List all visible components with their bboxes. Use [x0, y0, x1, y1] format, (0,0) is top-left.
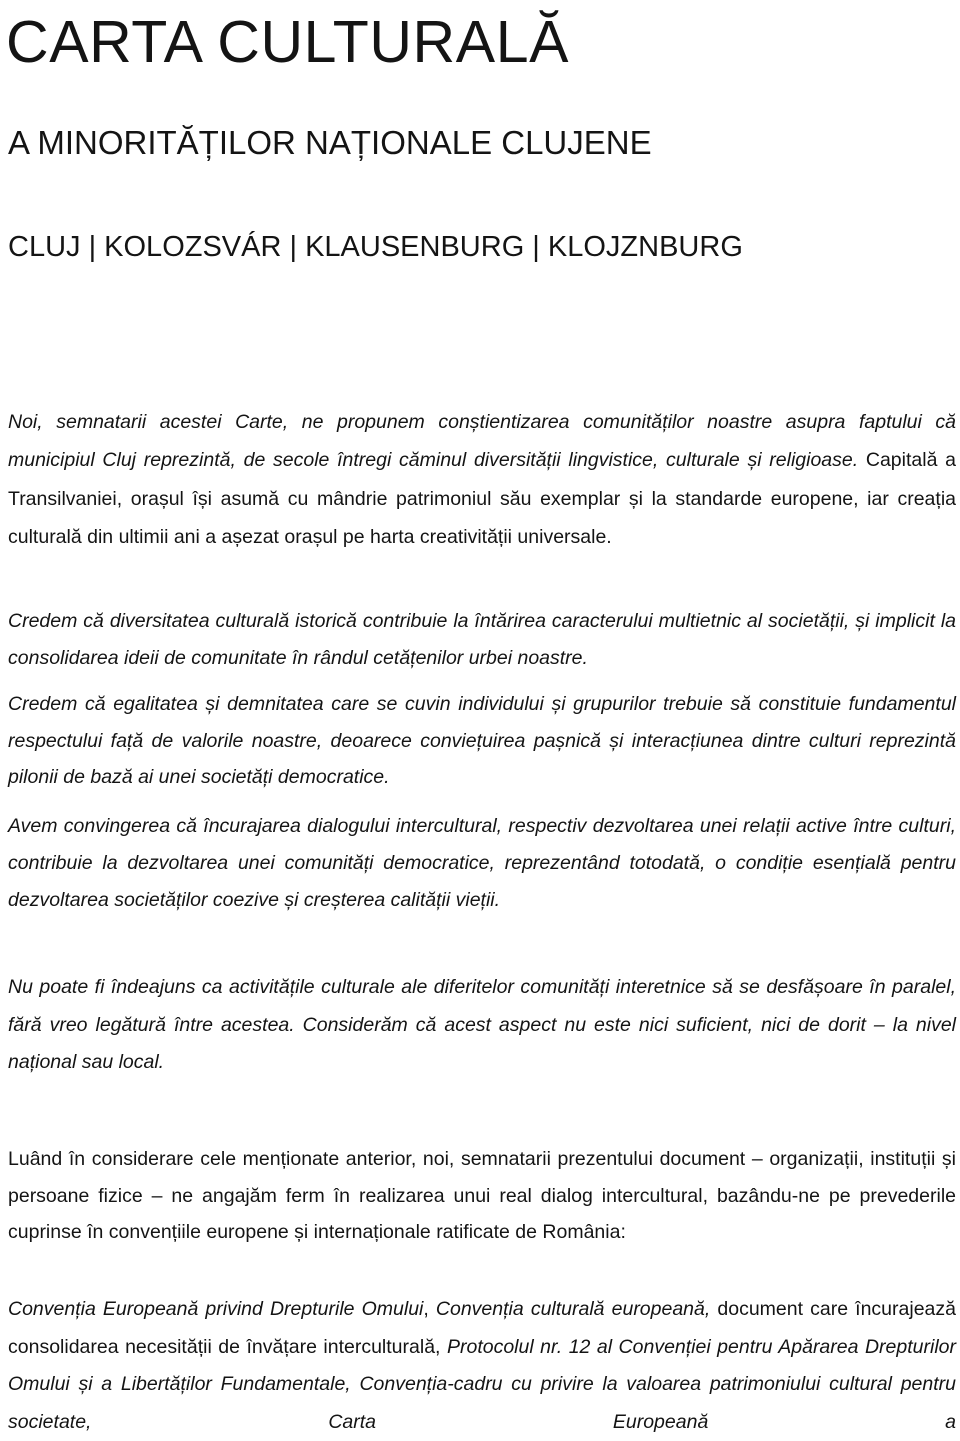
convention-protocol-list: Protocolul nr. 12 al Convenției pentru Apărarea Drepturilor Omului și a Libertăților Fundamentale, Convenția-cadru cu privire la valoarea patrimoniului cultural pentru societate, Carta Europeană a — [8, 1335, 956, 1433]
document-subtitle: A MINORITĂȚILOR NAȚIONALE CLUJENE — [8, 124, 652, 161]
convention-cultural-european: Convenția culturală europeană, — [435, 1298, 711, 1320]
paragraph-cultural-diversity: Credem că diversitatea culturală istorică contribuie la întărirea caracterului multietnic al societății, și implicit la consolidarea ideii de comunitate în rândul cetățenilor urbei noastre. — [8, 610, 956, 669]
paragraph-introduction — [8, 403, 956, 556]
paragraph-intercultural-dialogue: Avem convingerea că încurajarea dialogului intercultural, respectiv dezvoltarea unei relații active între culturi, contribuie la dezvoltarea unei comunități democratice, reprezentând totodată, o condiție esențială pentru dezvoltarea societăților coezive și creșterea calității vieții. — [8, 815, 956, 911]
paragraph-introduction-italic: Noi, semnatarii acestei Carte, ne propunem conștientizarea comunităților noastre asupra faptului că municipiul Cluj reprezintă, de secole întregi căminul diversității lingvistice, culturale și religioase. — [8, 411, 956, 472]
paragraph-equality-dignity: Credem că egalitatea și demnitatea care se cuvin individului și grupurilor trebuie să constituie fundamentul respectului față de valorile noastre, deoarece conviețuirea pașnică și interacțiunea dintre culturi reprezintă pilonii de bază ai unei societăți democratice. — [8, 693, 956, 788]
paragraph-commitment: Luând în considerare cele menționate anterior, noi, semnatarii prezentului document – organizații, instituții și persoane fizice – ne angajăm ferm în realizarea unui real dialog intercultural, bazându-ne pe prevederile cuprinse în convențiile europene și internaționale ratificate de România: — [8, 1148, 956, 1244]
paragraph-conventions — [8, 1291, 956, 1441]
convention-human-rights: Convenția Europeană privind Drepturile Omului — [8, 1298, 424, 1320]
paragraph-parallel-activities: Nu poate fi îndeajuns ca activitățile culturale ale diferitelor comunități interetnice să se desfășoare în paralel, fără vreo legătură între acestea. Considerăm că acest aspect nu este nici suficient, nici de dorit – la nivel național sau local. — [8, 976, 956, 1073]
paragraph-introduction-rest: Capitală a Transilvaniei, orașul își asumă cu mândrie patrimoniul său exemplar și la standarde europene, iar creația culturală din ultimii ani a așezat orașul pe harta creativității universale. — [8, 449, 956, 548]
city-names-line: CLUJ | KOLOZSVÁR | KLAUSENBURG | KLOJZNBURG — [8, 231, 743, 263]
convention-separator: , — [423, 1298, 436, 1320]
document-title: CARTA CULTURALĂ — [6, 9, 570, 75]
convention-description: document care încurajează consolidarea necesității de învățare interculturală, — [8, 1298, 956, 1358]
